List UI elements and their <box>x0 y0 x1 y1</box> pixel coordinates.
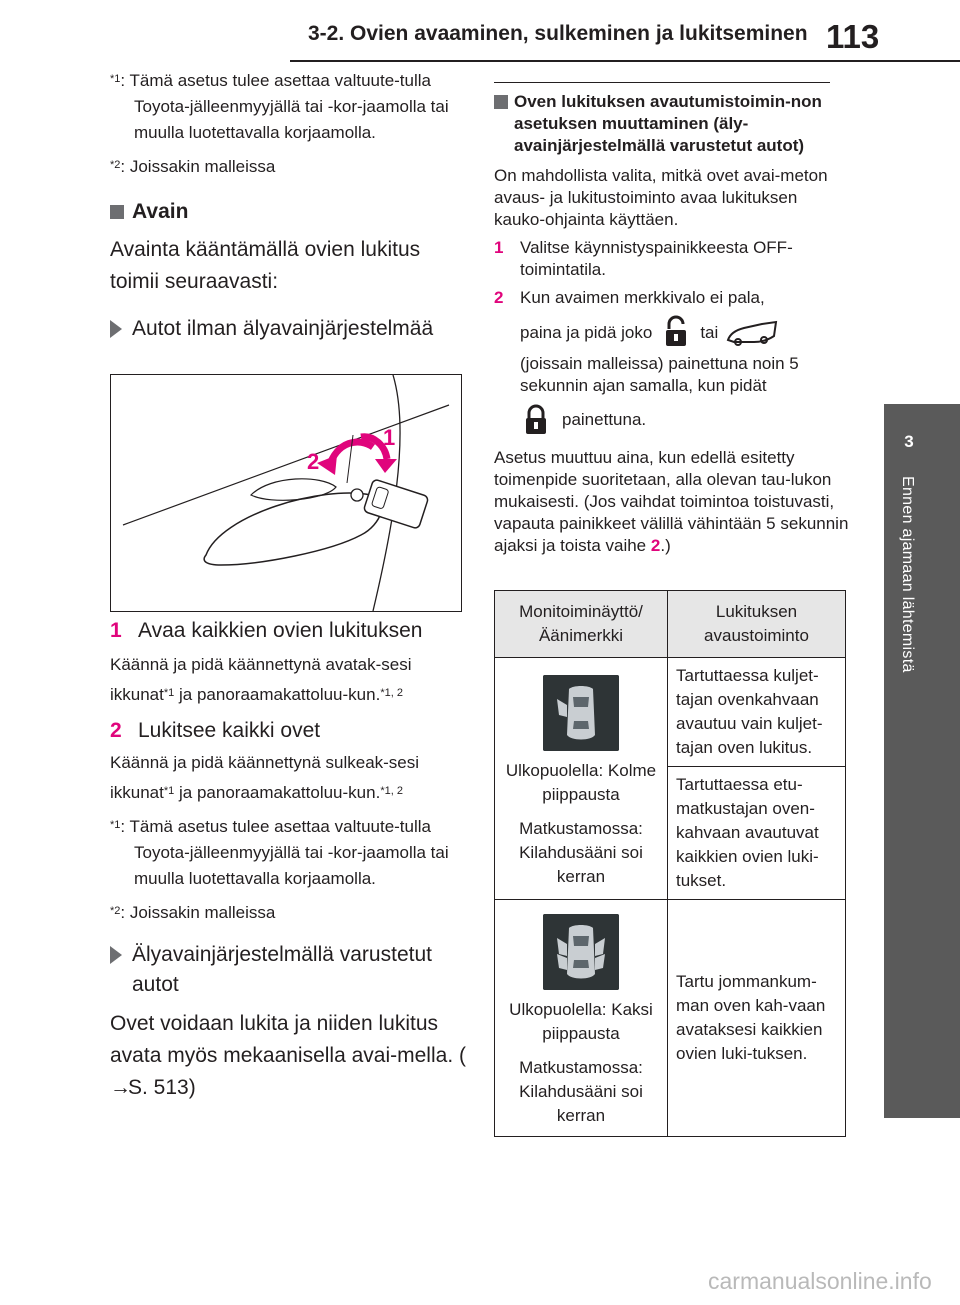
footnote-4: $^{*2}$: Joissakin malleissa <box>110 903 276 922</box>
row1-function-b: Tartuttaessa etu-matkustajan oven-kahvaan avautuvat kaikkien ovien luki-tukset. <box>668 767 846 900</box>
table-header-row <box>495 591 846 658</box>
illus-label-1: 1 <box>383 425 396 450</box>
settings-step-1: 1 Valitse käynnistyspainikkeesta OFF-toimintatila. <box>494 238 793 279</box>
left-column-bottom <box>110 614 472 1104</box>
door-key-illustration <box>110 374 462 612</box>
footnote-2: $^{*2}$: Joissakin malleissa <box>110 157 276 176</box>
row1-function-a: Tartuttaessa kuljet-tajan ovenkahvaan avautuu vain kuljet-tajan oven lukitus. <box>668 658 846 767</box>
row2-function: Tartu jommankum-man oven kah-vaan avataksesi kaikkien ovien luki-tuksen. <box>668 900 846 1137</box>
settings-intro: On mahdollista valita, mitkä ovet avai-meton avaus- ja lukitustoiminto avaa lukituksen kauko-ohjainta käyttäen. <box>494 166 828 229</box>
triangle-bullet-icon <box>110 320 122 338</box>
section-rule <box>494 82 830 83</box>
car-all-doors-icon <box>543 914 619 990</box>
settings-heading: Oven lukituksen avautumistoimin-non asetuksen muuttaminen (äly-avainjärjestelmällä varustetut autot) <box>494 91 850 157</box>
chapter-number: 3 <box>904 432 914 451</box>
step-2: 2 Lukitsee kaikki ovet <box>110 719 321 742</box>
smart-key-text: Ovet voidaan lukita ja niiden lukitus avata myös mekaanisella avai-mella. (→S. 513) <box>110 1008 472 1104</box>
header-rule <box>290 60 960 62</box>
step-2-desc: Käännä ja pidä käännettynä sulkeak-sesi ikkunat$^{*1}$ ja panoraamakattoluu-kun.$^{*1, 2}$ <box>110 753 420 802</box>
row2-feedback: Ulkopuolella: Kaksi piippausta Matkustamossa: Kilahdusääni soi kerran <box>495 900 668 1137</box>
avain-intro: Avainta kääntämällä ovien lukitus toimii seuraavasti: <box>110 238 421 293</box>
unlock-button-icon <box>658 315 694 351</box>
section-title: 3-2. Ovien avaaminen, sulkeminen ja lukitseminen <box>308 22 808 45</box>
row1-feedback: Ulkopuolella: Kolme piippausta Matkustamossa: Kilahdusääni soi kerran <box>495 658 668 900</box>
settings-after-text: Asetus muuttuu aina, kun edellä esitetty toimenpide suoritetaan, alla olevan tau-lukon mukaisesti. (Jos vaihdat toimintoa toistuvasti, vapauta painikkeet välillä vähintään 5 sekunnin ajaksi ja toista vaihe 2.) <box>494 448 849 555</box>
unlock-settings-table <box>494 590 846 1137</box>
page-reference-link[interactable]: S. 513 <box>128 1076 189 1099</box>
page-number: 113 <box>826 18 880 55</box>
lock-button-icon <box>520 403 552 437</box>
right-column <box>494 82 850 557</box>
chapter-title: Ennen ajamaan lähtemistä <box>899 476 916 673</box>
arrow-ref-icon: → <box>110 1076 131 1099</box>
table-header-function: Lukituksen avaustoiminto <box>668 591 846 658</box>
subheading-smart-key: Älyavainjärjestelmällä varustetut autot <box>110 940 472 1000</box>
heading-avain: Avain <box>110 200 472 224</box>
step-1-desc: Käännä ja pidä käännettynä avatak-sesi ikkunat$^{*1}$ ja panoraamakattoluu-kun.$^{*1, 2}$ <box>110 655 412 704</box>
watermark: carmanualsonline.info <box>708 1268 932 1294</box>
square-bullet-icon <box>494 95 508 109</box>
square-bullet-icon <box>110 205 124 219</box>
car-one-door-icon <box>543 675 619 751</box>
table-row <box>495 900 846 1137</box>
footnote-3: $^{*1}$: Tämä asetus tulee asettaa valtuute-tulla Toyota-jälleenmyyjällä tai -kor-jaamolla tai muulla luotettavalla korjaamolla. <box>110 817 449 888</box>
triangle-bullet-icon <box>110 946 122 964</box>
footnote-1: $^{*1}$: Tämä asetus tulee asettaa valtuute-tulla Toyota-jälleenmyyjällä tai -kor-jaamolla tai muulla luotettavalla korjaamolla. <box>110 71 449 142</box>
illus-label-2: 2 <box>307 449 320 474</box>
left-column-top <box>110 68 472 344</box>
step-1: 1 Avaa kaikkien ovien lukituksen <box>110 619 423 642</box>
subheading-no-smart-key: Autot ilman älyavainjärjestelmää <box>110 314 472 344</box>
settings-step-2: 2 Kun avaimen merkkivalo ei pala, paina ja pidä joko tai (joissain malleissa) painettuna noin 5 sekunnin ajan samalla, kun pidät painettuna. <box>494 287 850 437</box>
table-header-feedback: Monitoiminäyttö/ Äänimerkki <box>495 591 668 658</box>
table-row <box>495 658 846 767</box>
trunk-button-icon <box>724 318 780 348</box>
